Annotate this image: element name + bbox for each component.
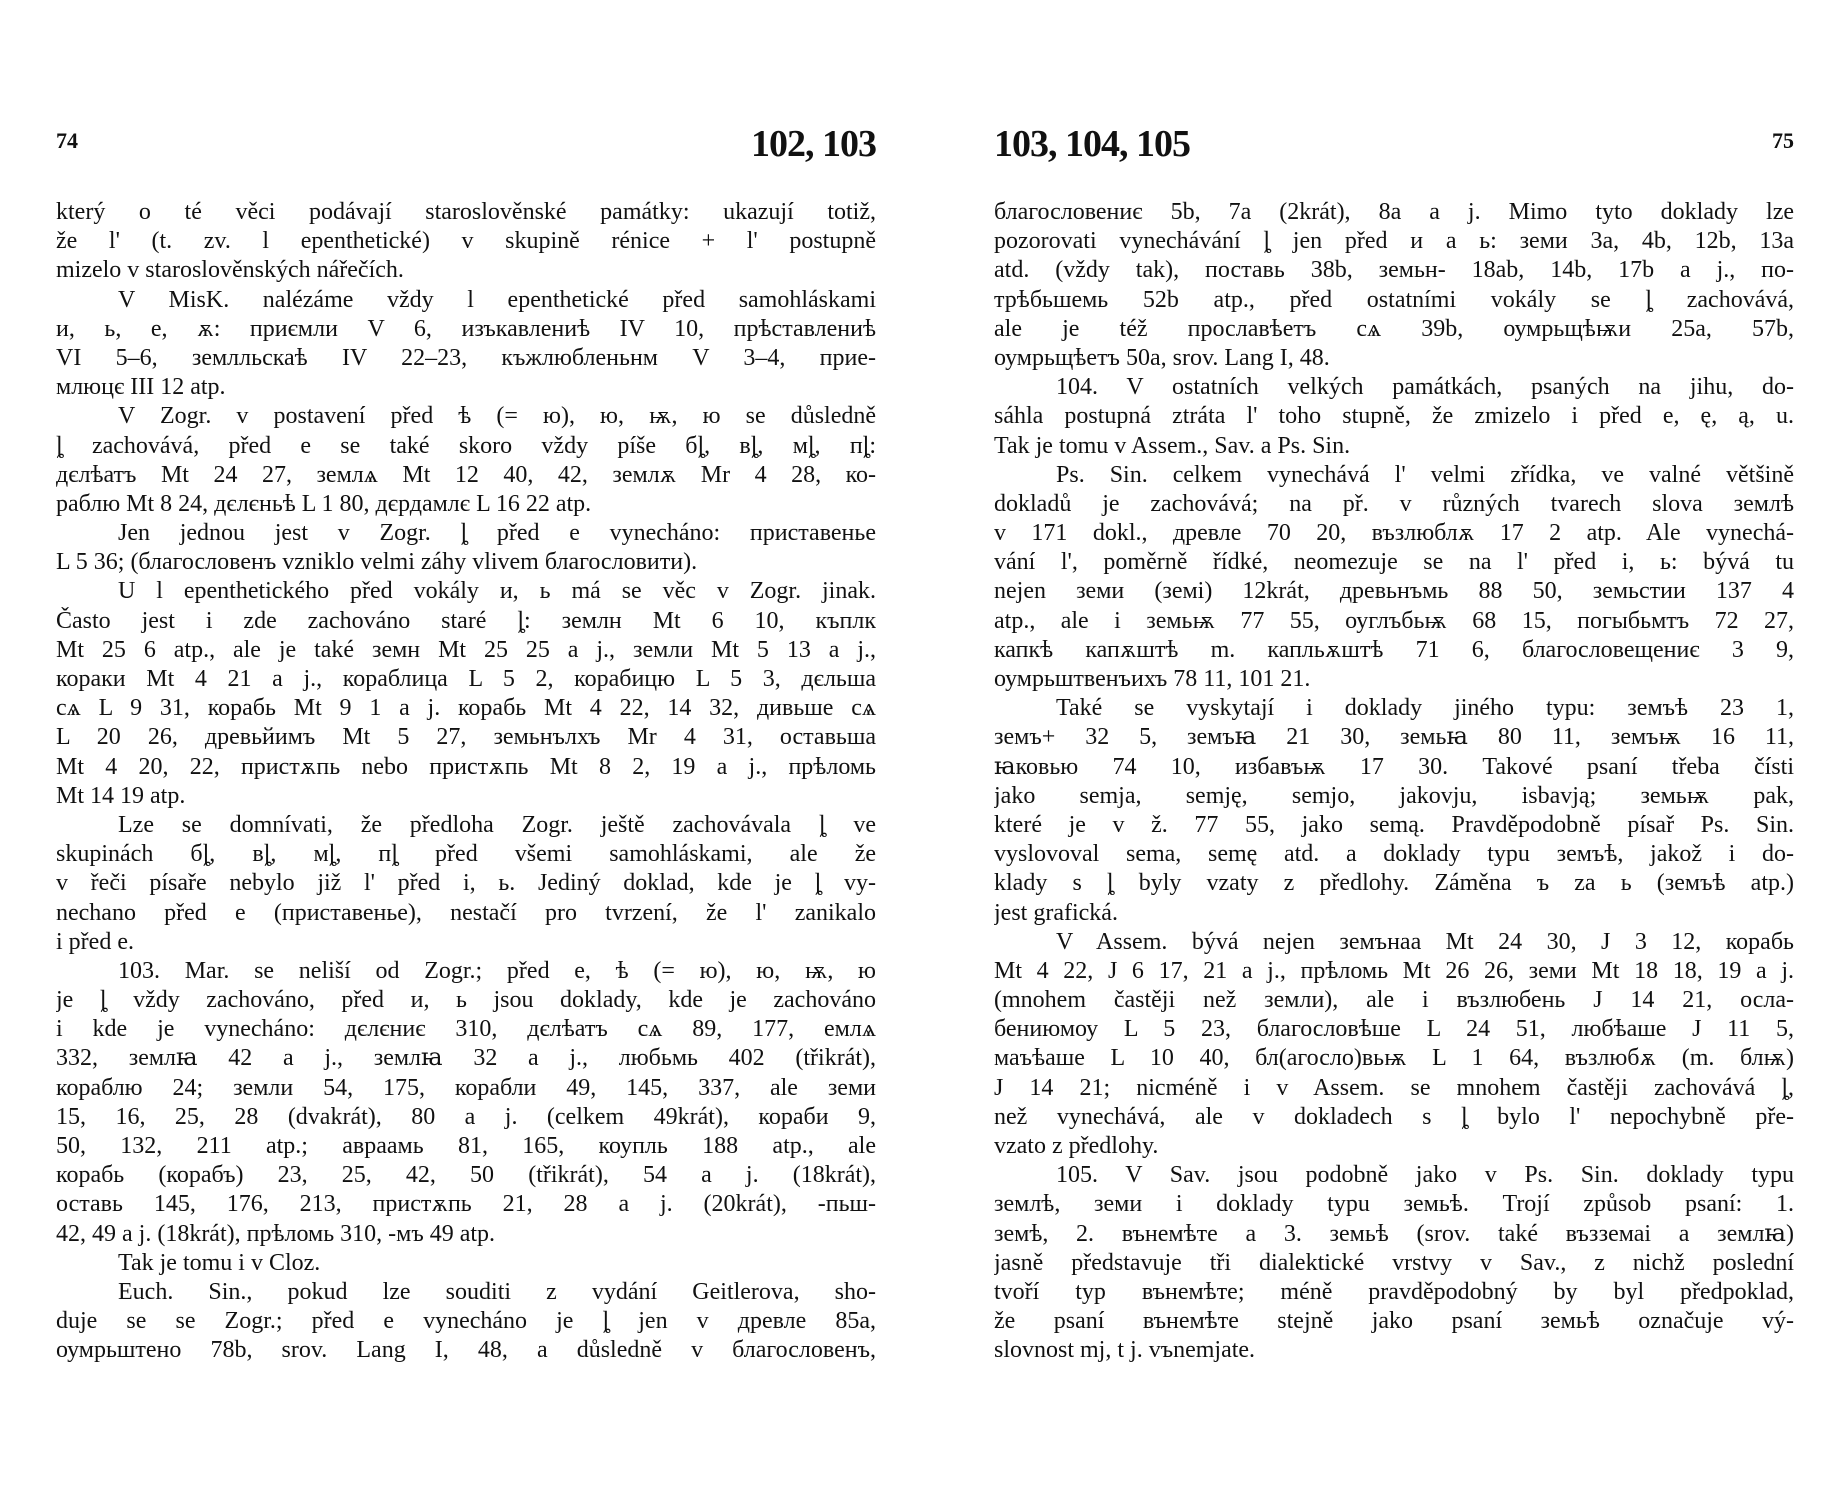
left-page (56, 0, 876, 1500)
right-page (994, 0, 1794, 1500)
text-line: V Assem. bývá nejen земънаа Mt 24 30, J 3 12, корабь (1056, 928, 1794, 955)
text-line: 104. V ostatních velkých památkách, psaných na jihu, do- (1056, 374, 1794, 401)
text-line: капкѣ капѫштѣ m. капльѫштѣ 71 6, благословещениє 3 9, (994, 636, 1794, 663)
text-line: že l' (t. zv. l epenthetické) v skupině rénice + l' postupně (56, 228, 876, 255)
text-line: který o té věci podávají staroslověnské památky: ukazují totiž, (56, 199, 876, 225)
right-section-reference: 103, 104, 105 (994, 123, 1190, 165)
text-line: J 14 21; nicméně i v Assem. se mnohem častěji zachovává ȴ, (994, 1074, 1794, 1101)
text-line: pozorovati vynechávání ȴ jen před и a ь: земи 3a, 4b, 12b, 13a (994, 228, 1794, 255)
text-line: L 20 26, древьйимъ Mt 5 27, земьнълхъ Mr 4 31, оставьша (56, 724, 876, 751)
text-line: i před e. (56, 928, 134, 955)
text-line: кораки Mt 4 21 a j., кораблица L 5 2, корабицю L 5 3, дєльша (56, 666, 876, 692)
text-line: sáhla postupná ztráta l' toho stupně, že zmizelo i před e, ę, ą, u. (994, 403, 1794, 430)
text-line: кораблю 24; земли 54, 175, корабли 49, 145, 337, ale земи (56, 1074, 876, 1101)
text-line: Jen jednou jest v Zogr. ȴ před е vynecháno: приставенье (118, 520, 876, 547)
text-line: оумрьштвенъихъ 78 11, 101 21. (994, 666, 1311, 692)
text-line: 103. Mar. se neliší od Zogr.; před е, ѣ (= ю), ю, ѭ, ю (118, 957, 876, 984)
text-line: земъ+ 32 5, земъꙗ 21 30, земьꙗ 80 11, земъѭ 16 11, (994, 724, 1794, 751)
text-line: 50, 132, 211 atp.; авраамь 81, 165, коупль 188 atp., ale (56, 1133, 876, 1159)
text-line: корабь (корабъ) 23, 25, 42, 50 (třikrát), 54 a j. (18krát), (56, 1162, 876, 1189)
text-line: tvoří typ вънемѣте; méně pravděpodobný by byl předpoklad, (994, 1278, 1794, 1305)
text-line: млюцє III 12 atp. (56, 374, 226, 401)
text-line: než vynechává, ale v dokladech s ȴ bylo l' nepochybně pře- (994, 1103, 1794, 1130)
text-line: v řeči písaře nebylo již l' před i, ь. Jediný doklad, kde je ȴ vy- (56, 870, 876, 897)
text-line: U l epenthetického před vokály и, ь má se věc v Zogr. jinak. (118, 578, 876, 605)
text-line: i kde je vynecháno: дєлєниє 310, дєлѣатъ сѧ 89, 177, емлѧ (56, 1016, 876, 1043)
text-line: 15, 16, 25, 28 (dvakrát), 80 a j. (celkem 49krát), кораби 9, (56, 1103, 876, 1130)
text-line: 332, землꙗ 42 a j., землꙗ 32 a j., любьмь 402 (třikrát), (56, 1045, 876, 1072)
text-line: že psaní вънемѣте stejně jako psaní земьѣ označuje vý- (994, 1308, 1794, 1335)
text-line: благословениє 5b, 7a (2krát), 8a a j. Mimo tyto doklady lze (994, 199, 1794, 225)
text-line: vyslovoval sema, semę atd. a doklady typu земъѣ, jakož i do- (994, 841, 1794, 868)
text-line: dokladů je zachovává; na př. v různých tvarech slova землѣ (994, 490, 1794, 517)
text-line: ȴ zachovává, před е se také skoro vždy píše бȴ, вȴ, мȴ, пȴ: (56, 432, 876, 459)
text-line: VI 5–6, землльскаѣ IV 22–23, къжлюбленьнм V 3–4, прие- (56, 344, 876, 371)
text-line: jasně představuje tři dialektické vrstvy v Sav., z nichž poslední (994, 1249, 1794, 1276)
text-line: оумрьштено 78b, srov. Lang I, 48, a důsledně v благословенъ, (56, 1337, 876, 1364)
text-line: раблю Mt 8 24, дєлєньѣ L 1 80, дєрдамлє L 16 22 atp. (56, 490, 592, 517)
text-line: jest grafická. (994, 899, 1118, 926)
text-line: Mt 4 22, J 6 17, 21 a j., прѣломь Mt 26 26, земи Mt 18 18, 19 a j. (994, 957, 1794, 984)
text-line: землѣ, земи i doklady typu земьѣ. Trojí způsob psaní: 1. (994, 1191, 1794, 1218)
left-page-number: 74 (56, 128, 78, 153)
text-line: 42, 49 a j. (18krát), прѣломь 310, -мъ 49 atp. (56, 1220, 496, 1247)
text-line: atp., ale i земьѭ 77 55, оуглъбьѭ 68 15, погыбьмтъ 72 27, (994, 607, 1794, 634)
text-line: vání l', poměrně řídké, neomezuje se na l' před i, ь: bývá tu (994, 549, 1794, 576)
text-line: slovnost mj, t j. vъnemjate. (994, 1337, 1256, 1364)
text-line: оумрьщѣетъ 50a, srov. Lang I, 48. (994, 344, 1330, 371)
right-page-header (994, 122, 1794, 165)
text-line: skupinách бȴ, вȴ, мȴ, пȴ před všemi samohláskami, ale že (56, 841, 876, 868)
text-line: оставь 145, 176, 213, пристѫпь 21, 28 a j. (20krát), -пьш- (56, 1191, 876, 1218)
text-line: Tak je tomu v Assem., Sav. a Ps. Sin. (994, 432, 1351, 459)
text-line: V Zogr. v postavení před ѣ (= ю), ю, ѭ, ю se důsledně (118, 403, 876, 430)
text-line: земѣ, 2. вънемѣте a 3. земьѣ (srov. také възземаі a землꙗ) (994, 1220, 1794, 1247)
text-line: L 5 36; (благословенъ vzniklo velmi záhy vlivem благословити). (56, 549, 698, 576)
text-line: nechano před е (приставенье), nestačí pro tvrzení, že l' zanikalo (56, 899, 876, 926)
text-line: je ȴ vždy zachováno, před и, ь jsou doklady, kde je zachováno (56, 987, 876, 1014)
text-line: vzato z předlohy. (994, 1133, 1159, 1159)
text-line: Ps. Sin. celkem vynechává l' velmi zřídka, ve valné většině (1056, 461, 1794, 488)
text-line: и, ь, е, ѫ: приємли V 6, изъкавлениѣ IV 10, прѣставлениѣ (56, 315, 876, 342)
text-line: бениюмоу L 5 23, благословѣше L 24 51, любѣаше J 11 5, (994, 1016, 1794, 1043)
text-line: Mt 14 19 atp. (56, 782, 186, 809)
text-line: дєлѣатъ Mt 24 27, землѧ Mt 12 40, 42, землѫ Mr 4 28, ко- (56, 461, 876, 488)
text-line: klady s ȴ byly vzaty z předlohy. Záměna ъ za ь (земъѣ atp.) (994, 870, 1794, 897)
text-line: ale je též прославѣетъ сѧ 39b, оумрьщѣѭи 25a, 57b, (994, 315, 1794, 342)
text-line: v 171 dokl., древле 70 20, възлюблѫ 17 2 atp. Ale vynechá- (994, 520, 1794, 547)
text-line: Lze se domnívati, že předloha Zogr. ještě zachovávala ȴ ve (118, 811, 876, 838)
text-line: nejen земи (земі) 12krát, древьнъмь 88 50, земьстии 137 4 (994, 578, 1794, 605)
text-line: Tak je tomu i v Cloz. (118, 1249, 321, 1276)
text-line: duje se se Zogr.; před е vynecháno je ȴ jen v древле 85a, (56, 1308, 876, 1335)
text-line: 105. V Sav. jsou podobně jako v Ps. Sin. doklady typu (1056, 1162, 1794, 1189)
text-line: atd. (vždy tak), поставь 38b, земьн- 18ab, 14b, 17b a j., по- (994, 257, 1794, 284)
text-line: Mt 4 20, 22, пристѫпь nebo пристѫпь Mt 8 2, 19 a j., прѣломь (56, 753, 876, 780)
left-page-text (56, 198, 876, 1366)
text-line: Také se vyskytají i doklady jiného typu: земъѣ 23 1, (1056, 695, 1794, 722)
text-line: Mt 25 6 atp., ale je také земн Mt 25 25 a j., земли Mt 5 13 a j., (56, 636, 876, 663)
text-line: které je v ž. 77 55, jako semą. Pravděpodobně písař Ps. Sin. (994, 811, 1794, 838)
text-line: V MisK. nalézáme vždy l epenthetické před samohláskami (118, 286, 876, 313)
text-line: Často jest i zde zachováno staré ȴ: землн Mt 6 10, къплк (56, 607, 876, 634)
left-section-reference: 102, 103 (751, 123, 876, 165)
left-page-header (56, 122, 876, 165)
right-page-number: 75 (1772, 128, 1794, 153)
text-line: маъѣаше L 10 40, бл(агосло)вьѭ L 1 64, възлюбѫ (m. блѭ) (994, 1045, 1794, 1072)
text-line: трѣбьшемь 52b atp., před ostatními vokály se ȴ zachovává, (994, 286, 1794, 313)
text-line: mizelo v staroslověnských nářečích. (56, 257, 404, 284)
text-line: Euch. Sin., pokud lze souditi z vydání Geitlerova, sho- (118, 1278, 876, 1305)
right-page-text (994, 198, 1794, 1366)
text-line: jako semja, semję, semjo, jakovju, isbavją; земьѭ pak, (994, 782, 1794, 809)
text-line: ꙗковью 74 10, избавъѭ 17 30. Takové psaní třeba čísti (994, 753, 1794, 780)
text-line: (mnohem častěji než земли), ale i възлюбень J 14 21, ослa- (994, 987, 1794, 1014)
text-line: сѧ L 9 31, корабь Mt 9 1 a j. корабь Mt 4 22, 14 32, дивьше сѧ (56, 695, 876, 722)
